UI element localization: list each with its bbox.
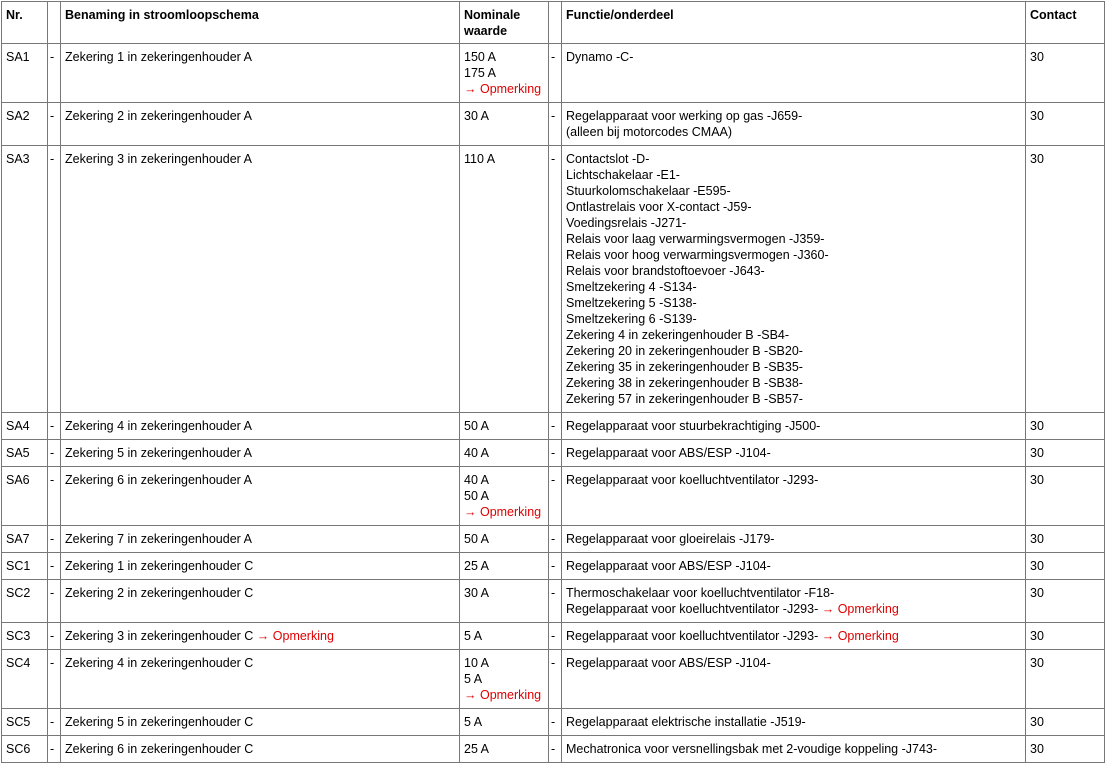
- function-line: [566, 215, 1021, 231]
- table-row: [2, 623, 1105, 650]
- dash-cell: -: [549, 553, 562, 580]
- function-text: Zekering 35 in zekeringenhouder B -SB35-: [566, 360, 803, 374]
- function-text: Voedingsrelais -J271-: [566, 216, 687, 230]
- fuse-designation-text: Zekering 5 in zekeringenhouder C: [65, 715, 254, 729]
- function-text: Mechatronica voor versnellingsbak met 2-voudige koppeling -J743-: [566, 742, 938, 756]
- nominal-value-line: 30 A: [464, 109, 490, 123]
- dash-cell: -: [48, 44, 61, 103]
- fuse-designation: [61, 103, 460, 146]
- fuse-number: SC5: [2, 709, 48, 736]
- dash-cell: -: [48, 709, 61, 736]
- fuse-number: SC3: [2, 623, 48, 650]
- dash-cell: -: [48, 467, 61, 526]
- fuse-designation: [61, 709, 460, 736]
- nominal-value: [460, 440, 549, 467]
- function-text: Lichtschakelaar -E1-: [566, 168, 680, 182]
- fuse-table: [1, 1, 1105, 763]
- function-line: [566, 167, 1021, 183]
- contact: 30: [1026, 413, 1105, 440]
- nominal-value-line: 5 A: [464, 629, 483, 643]
- header-name: Benaming in stroomloopschema: [61, 2, 460, 44]
- dash-cell: -: [48, 440, 61, 467]
- header-value-line1: Nominale: [464, 8, 521, 22]
- contact: 30: [1026, 553, 1105, 580]
- dash-cell: -: [48, 650, 61, 709]
- fuse-designation-text: Zekering 1 in zekeringenhouder C: [65, 559, 254, 573]
- function-line: [566, 445, 1021, 461]
- header-row: [2, 2, 1105, 44]
- fuse-designation: [61, 146, 460, 413]
- fuse-number: SA3: [2, 146, 48, 413]
- dash-cell: -: [549, 467, 562, 526]
- nominal-value-line: 25 A: [464, 742, 490, 756]
- function-text: Relais voor hoog verwarmingsvermogen -J360-: [566, 248, 829, 262]
- function-line: [566, 263, 1021, 279]
- function-component: [562, 467, 1026, 526]
- header-contact: Contact: [1026, 2, 1105, 44]
- dash-cell: -: [549, 526, 562, 553]
- dash-cell: -: [549, 103, 562, 146]
- header-spacer: [48, 2, 61, 44]
- nominal-value: [460, 467, 549, 526]
- nominal-value: [460, 623, 549, 650]
- function-line: [566, 741, 1021, 757]
- fuse-number: SC2: [2, 580, 48, 623]
- fuse-number: SA7: [2, 526, 48, 553]
- remark-link[interactable]: → Opmerking: [464, 688, 542, 702]
- table-row: [2, 467, 1105, 526]
- table-body: [2, 44, 1105, 763]
- function-line: [566, 124, 1021, 140]
- nominal-value-line: 25 A: [464, 559, 490, 573]
- remark-link[interactable]: → Opmerking: [821, 602, 899, 616]
- dash-cell: -: [549, 146, 562, 413]
- function-line: [566, 655, 1021, 671]
- function-line: [566, 108, 1021, 124]
- fuse-designation-text: Zekering 2 in zekeringenhouder C: [65, 586, 254, 600]
- fuse-designation: [61, 580, 460, 623]
- function-text: Smeltzekering 6 -S139-: [566, 312, 697, 326]
- function-text: Zekering 38 in zekeringenhouder B -SB38-: [566, 376, 803, 390]
- nominal-value-line: 50 A: [464, 489, 490, 503]
- fuse-designation-text: Zekering 3 in zekeringenhouder C: [65, 629, 254, 643]
- fuse-designation-text: Zekering 4 in zekeringenhouder A: [65, 419, 252, 433]
- nominal-value-line: 40 A: [464, 473, 490, 487]
- nominal-value: [460, 146, 549, 413]
- function-line: [566, 359, 1021, 375]
- function-text: Regelapparaat voor koelluchtventilator -J293-: [566, 602, 819, 616]
- function-line: [566, 391, 1021, 407]
- function-line: [566, 247, 1021, 263]
- function-text: Regelapparaat voor werking op gas -J659-: [566, 109, 803, 123]
- dash-cell: -: [48, 553, 61, 580]
- table-row: [2, 526, 1105, 553]
- contact: 30: [1026, 526, 1105, 553]
- function-text: Thermoschakelaar voor koelluchtventilator -F18-: [566, 586, 835, 600]
- nominal-value-line: 175 A: [464, 66, 496, 80]
- function-text: Zekering 4 in zekeringenhouder B -SB4-: [566, 328, 790, 342]
- dash-cell: -: [549, 623, 562, 650]
- function-text: Dynamo -C-: [566, 50, 634, 64]
- fuse-number: SA5: [2, 440, 48, 467]
- nominal-value-line: 50 A: [464, 532, 490, 546]
- table-row: [2, 650, 1105, 709]
- nominal-value: [460, 526, 549, 553]
- table-row: [2, 146, 1105, 413]
- nominal-value-line: 30 A: [464, 586, 490, 600]
- fuse-designation: [61, 413, 460, 440]
- remark-link[interactable]: → Opmerking: [464, 505, 542, 519]
- function-component: [562, 553, 1026, 580]
- fuse-designation-text: Zekering 7 in zekeringenhouder A: [65, 532, 252, 546]
- fuse-designation: [61, 526, 460, 553]
- function-text: Zekering 20 in zekeringenhouder B -SB20-: [566, 344, 803, 358]
- function-line: [566, 601, 1021, 617]
- dash-cell: -: [48, 623, 61, 650]
- function-line: [566, 151, 1021, 167]
- header-nr: Nr.: [2, 2, 48, 44]
- table-row: [2, 413, 1105, 440]
- function-component: [562, 650, 1026, 709]
- nominal-value: [460, 413, 549, 440]
- function-component: [562, 146, 1026, 413]
- nominal-value: [460, 44, 549, 103]
- remark-link[interactable]: → Opmerking: [256, 629, 334, 643]
- fuse-designation-text: Zekering 6 in zekeringenhouder A: [65, 473, 252, 487]
- function-line: [566, 279, 1021, 295]
- function-line: [566, 183, 1021, 199]
- function-line: [566, 531, 1021, 547]
- function-component: [562, 623, 1026, 650]
- fuse-number: SA1: [2, 44, 48, 103]
- dash-cell: -: [549, 440, 562, 467]
- function-line: [566, 49, 1021, 65]
- function-text: Regelapparaat voor koelluchtventilator -J293-: [566, 473, 819, 487]
- table-row: [2, 580, 1105, 623]
- contact: 30: [1026, 736, 1105, 763]
- table-row: [2, 709, 1105, 736]
- function-text: Regelapparaat voor gloeirelais -J179-: [566, 532, 775, 546]
- fuse-number: SC4: [2, 650, 48, 709]
- table-row: [2, 440, 1105, 467]
- function-text: Relais voor laag verwarmingsvermogen -J359-: [566, 232, 825, 246]
- nominal-value: [460, 650, 549, 709]
- function-line: [566, 418, 1021, 434]
- function-component: [562, 440, 1026, 467]
- fuse-number: SC6: [2, 736, 48, 763]
- dash-cell: -: [549, 650, 562, 709]
- header-value-line2: waarde: [464, 24, 508, 38]
- function-component: [562, 709, 1026, 736]
- contact: 30: [1026, 623, 1105, 650]
- nominal-value: [460, 709, 549, 736]
- dash-cell: -: [48, 580, 61, 623]
- nominal-value: [460, 553, 549, 580]
- fuse-designation-text: Zekering 3 in zekeringenhouder A: [65, 152, 252, 166]
- fuse-designation-text: Zekering 6 in zekeringenhouder C: [65, 742, 254, 756]
- header-value: [460, 2, 549, 44]
- fuse-designation-text: Zekering 4 in zekeringenhouder C: [65, 656, 254, 670]
- function-text: Contactslot -D-: [566, 152, 650, 166]
- function-text: Smeltzekering 5 -S138-: [566, 296, 697, 310]
- contact: 30: [1026, 580, 1105, 623]
- function-line: [566, 628, 1021, 644]
- fuse-designation: [61, 44, 460, 103]
- dash-cell: -: [48, 146, 61, 413]
- nominal-value-line: 5 A: [464, 715, 483, 729]
- nominal-value: [460, 103, 549, 146]
- table-row: [2, 103, 1105, 146]
- function-line: [566, 327, 1021, 343]
- function-line: [566, 343, 1021, 359]
- function-component: [562, 580, 1026, 623]
- function-line: [566, 558, 1021, 574]
- fuse-designation-text: Zekering 5 in zekeringenhouder A: [65, 446, 252, 460]
- fuse-number: SA6: [2, 467, 48, 526]
- function-line: [566, 472, 1021, 488]
- function-component: [562, 413, 1026, 440]
- fuse-designation-text: Zekering 1 in zekeringenhouder A: [65, 50, 252, 64]
- function-component: [562, 44, 1026, 103]
- contact: 30: [1026, 467, 1105, 526]
- contact: 30: [1026, 103, 1105, 146]
- contact: 30: [1026, 440, 1105, 467]
- function-text: Regelapparaat voor stuurbekrachtiging -J500-: [566, 419, 821, 433]
- dash-cell: -: [549, 736, 562, 763]
- fuse-designation: [61, 623, 460, 650]
- contact: 30: [1026, 44, 1105, 103]
- function-text: Regelapparaat elektrische installatie -J519-: [566, 715, 806, 729]
- function-text: Smeltzekering 4 -S134-: [566, 280, 697, 294]
- table-row: [2, 553, 1105, 580]
- remark-link[interactable]: → Opmerking: [464, 82, 542, 96]
- function-text: Regelapparaat voor ABS/ESP -J104-: [566, 446, 771, 460]
- function-text: Stuurkolomschakelaar -E595-: [566, 184, 731, 198]
- function-line: [566, 199, 1021, 215]
- fuse-designation: [61, 553, 460, 580]
- nominal-value-line: 50 A: [464, 419, 490, 433]
- dash-cell: -: [48, 413, 61, 440]
- dash-cell: -: [48, 736, 61, 763]
- remark-link[interactable]: → Opmerking: [821, 629, 899, 643]
- nominal-value-line: 110 A: [464, 152, 496, 166]
- fuse-designation: [61, 467, 460, 526]
- function-text: Regelapparaat voor ABS/ESP -J104-: [566, 656, 771, 670]
- fuse-number: SC1: [2, 553, 48, 580]
- header-spacer: [549, 2, 562, 44]
- nominal-value-line: 10 A: [464, 656, 490, 670]
- header-function: Functie/onderdeel: [562, 2, 1026, 44]
- contact: 30: [1026, 709, 1105, 736]
- fuse-designation: [61, 650, 460, 709]
- function-text: Regelapparaat voor koelluchtventilator -J293-: [566, 629, 819, 643]
- function-text: Ontlastrelais voor X-contact -J59-: [566, 200, 752, 214]
- fuse-designation: [61, 440, 460, 467]
- dash-cell: -: [48, 103, 61, 146]
- function-line: [566, 375, 1021, 391]
- fuse-designation-text: Zekering 2 in zekeringenhouder A: [65, 109, 252, 123]
- dash-cell: -: [48, 526, 61, 553]
- dash-cell: -: [549, 44, 562, 103]
- function-text: Relais voor brandstoftoevoer -J643-: [566, 264, 765, 278]
- function-line: [566, 311, 1021, 327]
- dash-cell: -: [549, 413, 562, 440]
- table-row: [2, 44, 1105, 103]
- nominal-value-line: 150 A: [464, 50, 496, 64]
- nominal-value: [460, 580, 549, 623]
- function-line: [566, 295, 1021, 311]
- dash-cell: -: [549, 709, 562, 736]
- function-line: [566, 585, 1021, 601]
- fuse-number: SA4: [2, 413, 48, 440]
- function-text: (alleen bij motorcodes CMAA): [566, 125, 733, 139]
- function-line: [566, 714, 1021, 730]
- dash-cell: -: [549, 580, 562, 623]
- contact: 30: [1026, 146, 1105, 413]
- function-line: [566, 231, 1021, 247]
- function-text: Zekering 57 in zekeringenhouder B -SB57-: [566, 392, 803, 406]
- function-component: [562, 103, 1026, 146]
- fuse-number: SA2: [2, 103, 48, 146]
- nominal-value-line: 40 A: [464, 446, 490, 460]
- nominal-value-line: 5 A: [464, 672, 483, 686]
- function-text: Regelapparaat voor ABS/ESP -J104-: [566, 559, 771, 573]
- function-component: [562, 526, 1026, 553]
- contact: 30: [1026, 650, 1105, 709]
